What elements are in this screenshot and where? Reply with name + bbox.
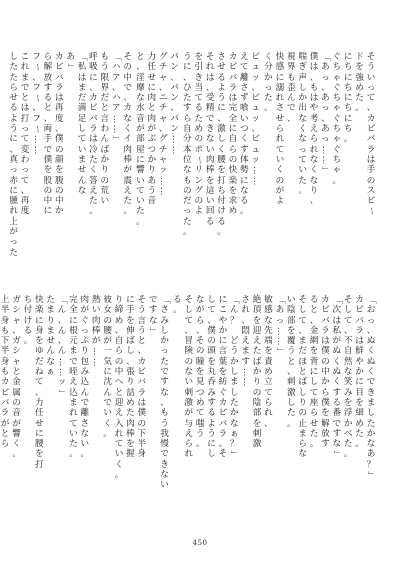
text-column: カ ピ バ ラ は 再 度 、 僕 の 顔 を 腹 の 中 か bbox=[54, 52, 64, 217]
text-column: く 分 か っ た 。 bbox=[264, 52, 273, 114]
text-column: 絶 頂 を 迎 え た ば か り の 陰 部 を 刺 激 bbox=[252, 295, 262, 450]
text-column: 力 任 せ に 肉 と 肉 が ぶ つ か り あ う 音 bbox=[147, 52, 157, 207]
text-column: そ し て 、 冒 険 の な い 刺 激 が 与 え ら れ bbox=[184, 295, 194, 460]
text-column: 僕 は 、 も は や 考 え ら れ な く な り 、 bbox=[309, 52, 319, 207]
text-column: 敏 感 な 先 端 を 責 め 立 て ら れ 、 bbox=[264, 295, 273, 429]
text-column: そ う い っ て 、 カ ピ バ ラ は 手 の ス ピ ー bbox=[366, 52, 377, 216]
text-column: 喘 ぎ 声 し か 出 な く な っ て い た 。 bbox=[298, 52, 307, 196]
lower-text-block bbox=[0, 295, 377, 535]
text-column: フ ー 、 フ ー 、 フ ー … … bbox=[31, 52, 42, 155]
text-column: ぐ ち ゃ ぐ ち ゃ ぐ ち ゃ ぐ ち ゃ 。 bbox=[332, 52, 342, 186]
text-column: パ ン 、 パ ン 、 パ ン … … bbox=[169, 52, 180, 155]
text-column: ら 解 放 す る と 、 両 手 で 僕 を 股 の 中 に bbox=[43, 52, 53, 217]
text-column: に こ や か に 言 葉 を 紡 ぐ カ ピ バ ラ 。 そ bbox=[218, 295, 228, 460]
text-column: と 、 淫 靡 な 水 音 が 部 屋 に 響 い て い た 。 bbox=[136, 52, 145, 227]
text-column: い 陰 部 を 覆 う と 、 刺 激 し た 。 bbox=[286, 295, 296, 429]
text-column: 「 次 は 私 が ぬ く ぬ く す る 番 で す な 」 bbox=[331, 295, 342, 459]
text-column: ガ シ ャ 、 ガ シ ャ と 金 属 の 音 が 響 く 。 bbox=[12, 295, 21, 460]
text-column: し て 、 僕 の 頭 を 丸 呑 み す る よ う に し bbox=[207, 295, 216, 460]
text-column: 「 さ み し か っ た で す な 、 も う 我 慢 で き な い bbox=[159, 295, 170, 491]
text-column: 「 ハ ア 、 ハ ア … … 」 bbox=[111, 52, 122, 144]
text-column: グ チ ャ 、 ニ チ ャ 、 グ チ ャ ッ … … bbox=[158, 52, 169, 196]
text-column: 彼 女 の 腰 が 一 気 に 沈 ん で い く 。 bbox=[103, 295, 112, 439]
text-column: え て 離 さ ず 喰 い つ く す 体 勢 に な る 。 bbox=[240, 52, 249, 217]
text-column: な が ら 、 そ の 瞳 を 見 つ め て 嗤 う 。 bbox=[195, 295, 205, 450]
text-column: 「 あ っ … … 」 bbox=[275, 295, 286, 356]
text-column: に 手 を 伸 ば し 、 張 り 詰 め た 肉 棒 を 握 bbox=[126, 295, 135, 460]
text-column: 熱 い 肉 棒 が … … bbox=[91, 295, 102, 367]
text-column: 完 全 に 根 元 ま で 咥 え 込 ま れ て い た 。 bbox=[69, 295, 78, 460]
text-column: そ し て 、 不 自 然 な 笑 み を 浮 か べ た 。 bbox=[343, 295, 353, 460]
text-column: に ち に ち に ち に ち 。 bbox=[343, 52, 353, 145]
text-column: で す な 」 bbox=[148, 295, 159, 336]
text-column: そ れ は 、 受 精 で き な い 肉 棒 を 這 い 回 る bbox=[205, 52, 215, 227]
text-column: 視 界 も 歪 ん で 、 bbox=[286, 52, 296, 124]
text-column: を 引 き 当 て る た め の ポ ー リ ン グ の よ bbox=[193, 52, 204, 217]
text-column: さ せ る よ う に 、 激 し く 腰 を 打 ち 付 け る 。 bbox=[217, 52, 226, 238]
text-column: う に 、 ひ た す ら 自 分 本 位 な も の だ っ た 。 bbox=[183, 52, 192, 238]
text-column: る と 、 金 網 を 背 に し て 座 ら せ た 。 bbox=[309, 295, 319, 450]
text-column: し た た ら せ る よ う に 、 真 っ 赤 に 腫 れ 上 が っ た bbox=[9, 52, 19, 258]
text-column: 呼 吸 に 、 カ ピ バ ラ は 冷 た く 答 え た 。 bbox=[89, 52, 98, 217]
text-column: さ れ 、 悶 え ま す … … bbox=[240, 295, 251, 387]
text-column: そ う 言 う と 、 カ ピ バ ラ は 僕 の 下 半 身 bbox=[137, 295, 147, 460]
text-column: ち 付 け る 。 bbox=[23, 295, 33, 347]
text-column: カ ピ バ ラ は 完 全 に 自 ら の 快 楽 を 求 め bbox=[228, 52, 238, 217]
text-column: 「 ん ？ ど う か し ま し た か な ぁ ？ 」 bbox=[229, 295, 240, 459]
text-column: 「 ん 、 ん 、 ん … … ッ 」 bbox=[57, 295, 68, 398]
text-column: 「 私 は ま だ 満 足 し て い ま せ ん な bbox=[77, 52, 88, 196]
text-column: そ し て 、 ま だ ほ と ば し り の 止 ま ら な bbox=[298, 295, 307, 460]
text-column: カ ピ バ ラ は 僕 の 中 か ら 僕 を 解 放 す bbox=[321, 295, 330, 450]
text-column: ピ ュ ッ 、 ピ ュ ッ 、 ピ ュ ッ … … bbox=[250, 52, 261, 186]
text-column: も う 限 界 だ と 言 わ ん ば か り の 荒 い bbox=[100, 52, 110, 207]
text-column: こ れ ま で と は 打 っ て 変 わ っ て 、 再 度 bbox=[20, 52, 30, 217]
text-column: 「 お っ 、 ぬ く ぬ く で き ま し た か な あ ？ 」 bbox=[366, 295, 377, 480]
text-column: た ま り ま せ ん な ぁ bbox=[46, 295, 55, 378]
text-column: る 。 bbox=[173, 295, 182, 316]
text-column: 上 半 身 も 下 半 身 も カ ピ バ ラ が と ら bbox=[0, 295, 10, 450]
text-column: あ 」 bbox=[65, 52, 76, 72]
text-column: カ ピ バ ラ は 鮮 や か に 目 を 細 め た 。 bbox=[355, 295, 364, 450]
text-column: そ の 中 で 、 カ な く イ 肉 棒 が 震 え た 。 bbox=[123, 52, 132, 217]
text-column: 快 楽 に 身 を ゆ だ ね て 、 力 任 せ に 腰 を 打 bbox=[34, 295, 44, 470]
upper-text-block bbox=[9, 52, 377, 292]
text-column: 「 あ っ 、 あ っ 、 あ っ … … 」 bbox=[320, 52, 331, 175]
text-column: り 締 め 、 自 ら の 中 へ と 迎 え 入 れ て い く 。 bbox=[114, 295, 124, 481]
text-column: 肉 が ぐ っ ぷ り 包 み 込 ん で 離 さ な い 。 bbox=[80, 295, 90, 460]
page-number: 450 bbox=[192, 539, 208, 547]
text-column: 快 感 に 溺 れ さ せ ら れ て い く の が よ bbox=[275, 52, 285, 207]
text-column: ド を 強 め た 。 bbox=[355, 52, 364, 114]
